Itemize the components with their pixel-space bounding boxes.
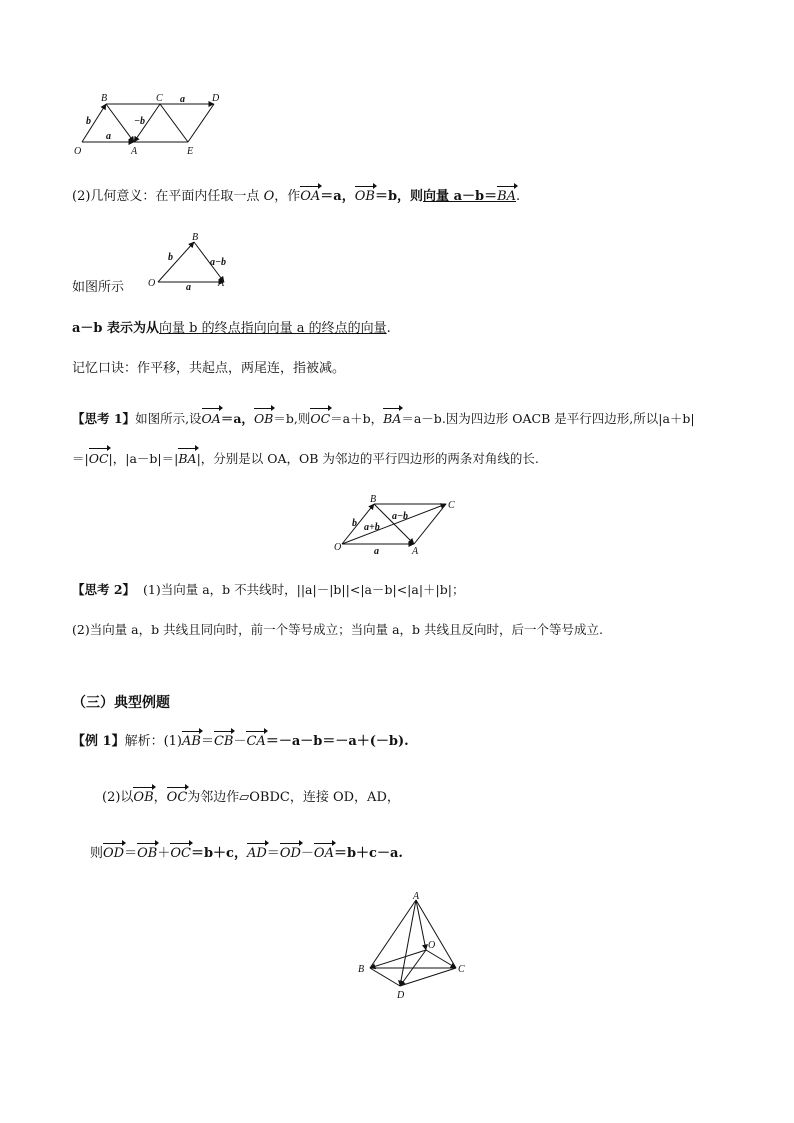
label-a-plus-b: a+b	[364, 522, 380, 533]
label-b: b	[352, 518, 357, 529]
label-a-minus-b: a−b	[210, 257, 227, 268]
label-a: a	[186, 282, 191, 290]
example1-line1: 【例 1】解析：(1)AB＝CB－CA＝－a－b＝－a＋(－b).	[72, 734, 409, 749]
label-neg-b: −b	[134, 116, 146, 127]
label-C: C	[458, 964, 465, 975]
label-A: A	[218, 278, 225, 289]
label-a: a	[374, 546, 379, 557]
difference-meaning-paragraph: a－b 表示为从向量 b 的终点指向向量 a 的终点的向量.	[72, 321, 391, 336]
label-A: A	[413, 891, 420, 902]
label-C: C	[156, 93, 163, 104]
label-O: O	[428, 940, 436, 951]
example1-line2: (2)以OB，OC为邻边作▱OBDC，连接 OD，AD，	[102, 790, 400, 805]
label-E: E	[187, 146, 194, 157]
think2-line2: (2)当向量 a，b 共线且同向时，前一个等号成立；当向量 a，b 共线且反向时，后一个等号成立.	[72, 622, 603, 637]
label-a-minus-b: a−b	[392, 511, 409, 522]
section-heading: （三）典型例题	[72, 695, 170, 711]
figure-caption: 如图所示	[72, 280, 125, 295]
think1-line2: ＝|OC|，|a－b|＝|BA|，分别是以 OA，OB 为邻边的平行四边形的两条对角线的长.	[72, 451, 539, 466]
label-O: O	[334, 542, 342, 553]
label-B: B	[358, 964, 365, 975]
label-B: B	[192, 232, 199, 243]
label-A: A	[131, 146, 138, 157]
label-B: B	[101, 93, 108, 104]
think1-line1: 【思考 1】如图所示,设OA＝a，OB＝b,则OC＝a＋b，BA＝a－b.因为四边形 OACB 是平行四边形,所以|a＋b|	[72, 411, 695, 426]
mnemonic-paragraph: 记忆口诀：作平移，共起点，两尾连，指被减。	[72, 361, 346, 376]
label-b: b	[86, 116, 91, 127]
label-A: A	[412, 546, 419, 557]
label-a-bottom: a	[106, 131, 111, 142]
label-a-top: a	[180, 94, 185, 105]
figure-vector-chain	[70, 92, 230, 158]
label-O: O	[74, 146, 82, 157]
think2-line1: 【思考 2】 (1)当向量 a，b 不共线时，||a|－|b||<|a－b|<|a|＋|b|；	[72, 582, 465, 597]
label-b: b	[168, 252, 173, 263]
label-D: D	[397, 990, 405, 1001]
label-D: D	[212, 93, 220, 104]
figure-parallelogram-OACB	[330, 492, 460, 558]
geometric-meaning-paragraph: (2)几何意义：在平面内任取一点 O，作OA＝a，OB＝b，则向量 a－b＝BA.	[72, 189, 521, 204]
figure-tetrahedron-OBDC	[352, 890, 472, 1002]
label-O: O	[148, 278, 156, 289]
figure-difference-triangle	[148, 232, 238, 290]
example1-line3: 则OD＝OB＋OC＝b＋c，AD＝OD－OA＝b＋c－a.	[90, 846, 403, 861]
label-B: B	[370, 494, 377, 505]
label-C: C	[448, 500, 455, 511]
